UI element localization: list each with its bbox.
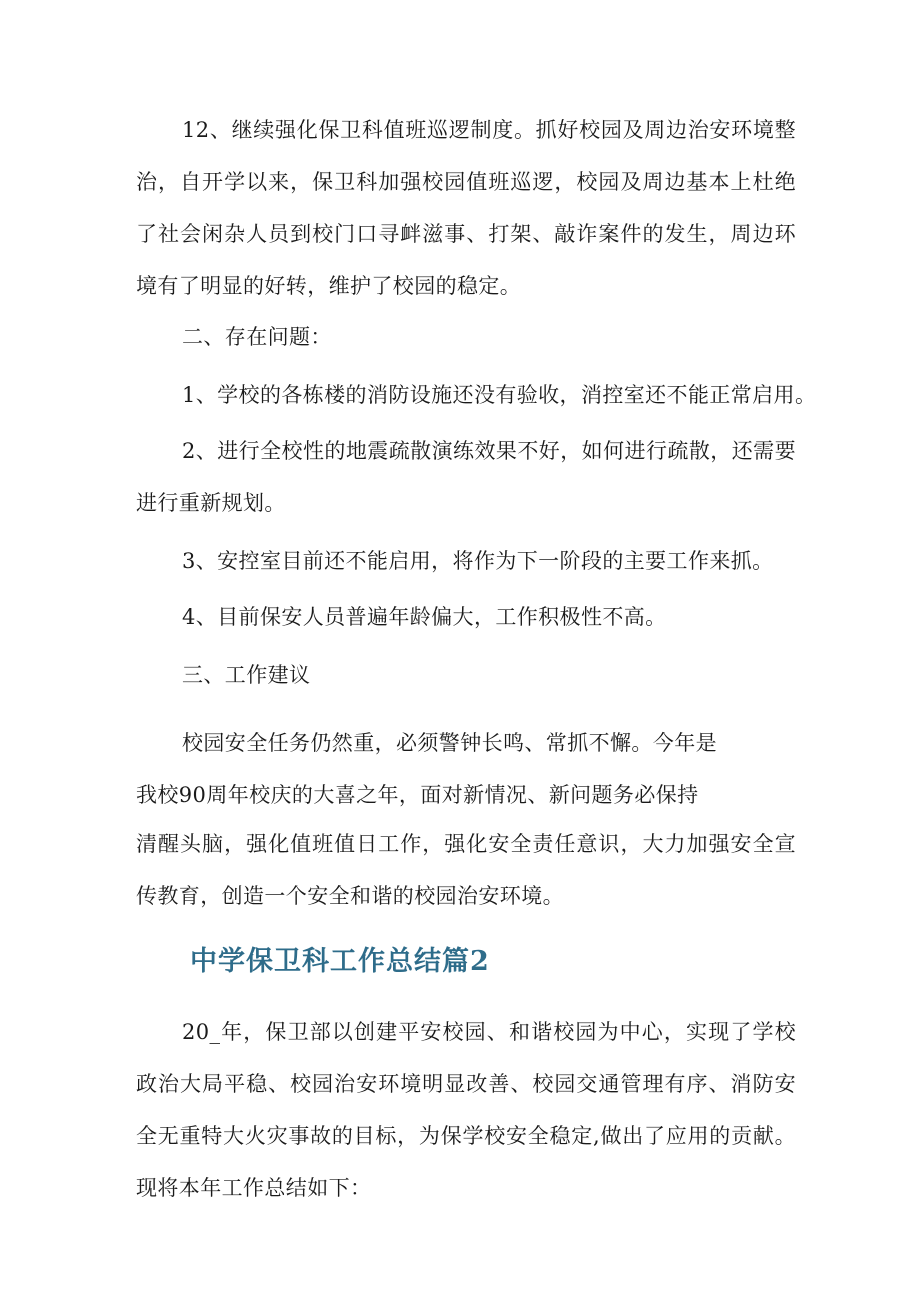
section-heading: 中学保卫科工作总结篇2 [190,946,490,977]
suggestion-line-2: 我校90周年校庆的大喜之年，面对新情况、新问题务必保持 [136,783,699,807]
suggestion-line-3: 清醒头脑，强化值班值日工作，强化安全责任意识，大力加强安全宣传教育，创造一个安全和谐的校园治安环境。 [136,832,796,908]
paragraph-annual-summary: 20_年，保卫部以创建平安校园、和谐校园为中心，实现了学校政治大局平稳、校园治安环境明显改善、校园交通管理有序、消防安全无重特大火灾事故的目标，为保学校安全稳定,做出了应用的贡献。现将本年工作总结如下： [136,1020,796,1200]
problem-item-1: 1、学校的各栋楼的消防设施还没有验收，消控室还不能正常启用。 [182,383,817,407]
heading-work-suggestions: 三、工作建议 [182,663,311,687]
suggestion-line-1: 校园安全任务仍然重，必须警钟长鸣、常抓不懈。今年是 [182,731,717,755]
problem-item-2: 2、进行全校性的地震疏散演练效果不好，如何进行疏散，还需要进行重新规划。 [136,439,796,515]
problem-item-4: 4、目前保安人员普遍年龄偏大，工作积极性不高。 [182,605,667,629]
problem-item-3: 3、安控室目前还不能启用，将作为下一阶段的主要工作来抓。 [182,549,774,573]
paragraph-patrol-system: 12、继续强化保卫科值班巡逻制度。抓好校园及周边治安环境整治，自开学以来，保卫科加强校园值班巡逻，校园及周边基本上杜绝了社会闲杂人员到校门口寻衅滋事、打架、敲诈案件的发生，周边环境有了明显的好转，维护了校园的稳定。 [136,118,796,298]
heading-existing-problems: 二、存在问题： [182,325,332,349]
